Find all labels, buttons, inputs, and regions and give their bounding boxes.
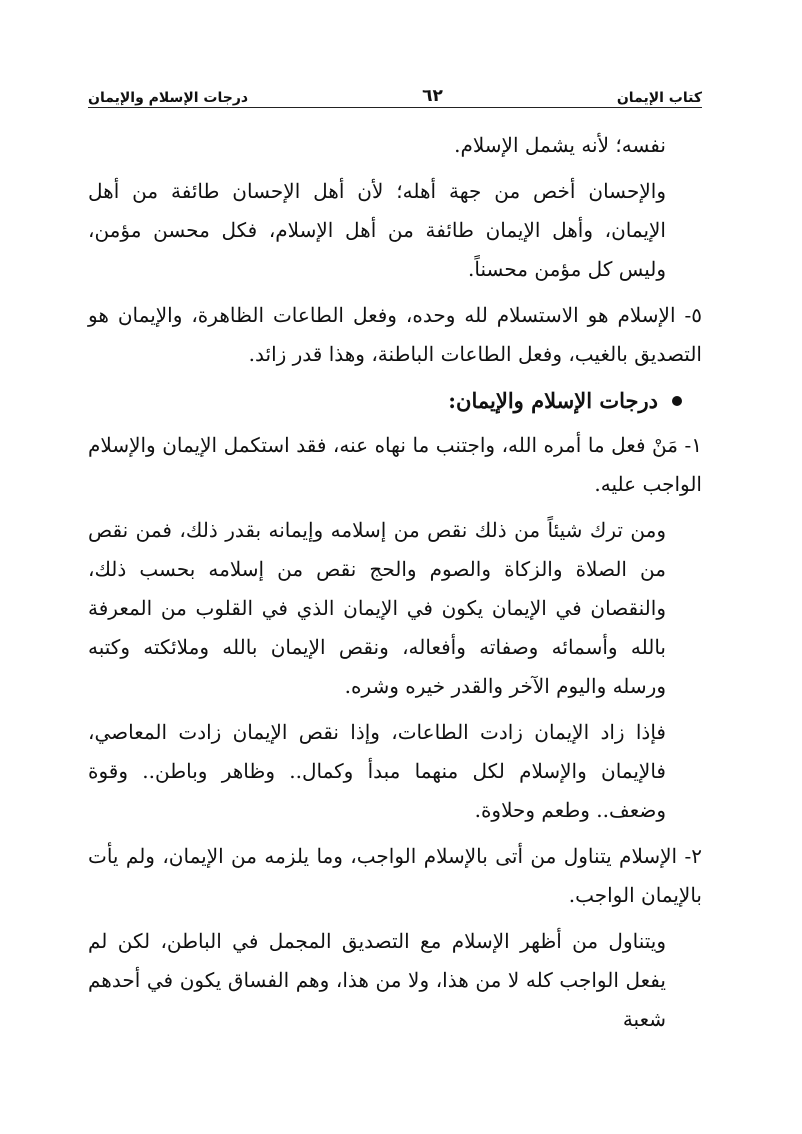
page-body — [88, 126, 702, 1046]
header-book-title: كتاب الإيمان — [616, 90, 702, 106]
section-heading-text: درجات الإسلام والإيمان: — [448, 388, 658, 413]
paragraph-4: فإذا زاد الإيمان زادت الطاعات، وإذا نقص الإيمان زادت المعاصي، فالإيمان والإسلام لكل منهما مبدأ وكمال.. وظاهر وباطن.. وقوة وضعف.. وطعم وحلاوة. — [88, 720, 666, 822]
paragraph-point-2: ٢- الإسلام يتناول من أتى بالإسلام الواجب، وما يلزمه من الإيمان، ولم يأت بالإيمان الواجب. — [88, 844, 702, 907]
header-divider — [88, 107, 702, 108]
header-chapter-title: درجات الإسلام والإيمان — [88, 90, 249, 106]
paragraph-5: ويتناول من أظهر الإسلام مع التصديق المجمل في الباطن، لكن لم يفعل الواجب كله لا من هذا، ولا من هذا، وهم الفساق يكون في أحدهم شعبة — [88, 929, 666, 1031]
paragraph-1: نفسه؛ لأنه يشمل الإسلام. — [454, 133, 666, 157]
paragraph-point-1: ١- مَنْ فعل ما أمره الله، واجتنب ما نهاه عنه، فقد استكمل الإيمان والإسلام الواجب عليه. — [88, 433, 702, 496]
bullet-icon — [672, 396, 682, 406]
page-number: ٦٢ — [422, 86, 443, 106]
section-heading — [88, 381, 702, 420]
running-header — [88, 78, 702, 106]
paragraph-2: والإحسان أخص من جهة أهله؛ لأن أهل الإحسان طائفة من أهل الإيمان، وأهل الإيمان طائفة من أهل الإسلام، فكل محسن مؤمن، وليس كل مؤمن محسناً. — [88, 179, 666, 281]
paragraph-point-5: ٥- الإسلام هو الاستسلام لله وحده، وفعل الطاعات الظاهرة، والإيمان هو التصديق بالغيب، وفعل الطاعات الباطنة، وهذا قدر زائد. — [88, 303, 702, 366]
paragraph-3: ومن ترك شيئاً من ذلك نقص من إسلامه وإيمانه بقدر ذلك، فمن نقص من الصلاة والزكاة والصوم والحج نقص من إسلامه بحسب ذلك، والنقصان في الإيمان يكون في الإيمان الذي في القلوب من المعرفة بالله وأسمائه وصفاته وأفعاله، ونقص الإيمان بالله وملائكته وكتبه ورسله واليوم الآخر والقدر خيره وشره. — [88, 518, 666, 698]
